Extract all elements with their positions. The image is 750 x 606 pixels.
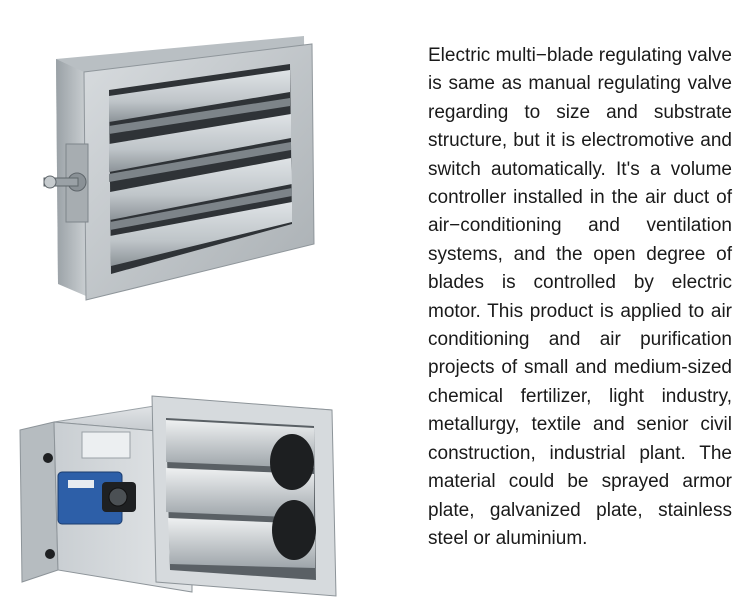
damper-front-image xyxy=(14,4,414,304)
description-line: structure, but it is electromotive and xyxy=(428,130,732,152)
description-line: Electric multi−blade regulating valve xyxy=(428,45,732,66)
damper-front-illustration xyxy=(14,4,414,304)
description-line: controller installed in the air duct of xyxy=(428,187,732,209)
description-line: is same as manual regulating valve xyxy=(428,73,732,95)
description-line: switch automatically. It's a volume xyxy=(428,158,732,180)
product-description xyxy=(428,42,732,553)
description-line: systems, and the open degree of xyxy=(428,243,732,265)
description-line: metallurgy, textile and senior civil xyxy=(428,414,732,436)
damper-actuator-image xyxy=(14,360,414,602)
description-line: construction, industrial plant. The xyxy=(428,442,732,464)
description-line: material could be sprayed armor xyxy=(428,471,732,493)
description-line: conditioning and air purification xyxy=(428,329,732,351)
description-line: air−conditioning and ventilation xyxy=(428,215,732,237)
description-line: blades is controlled by electric xyxy=(428,272,732,294)
description-line: plate, galvanized plate, stainless xyxy=(428,499,732,521)
description-line: steel or aluminium. xyxy=(428,527,588,549)
description-line: chemical fertilizer, light industry, xyxy=(428,385,732,407)
description-line: projects of small and medium-sized xyxy=(428,357,732,379)
description-line: regarding to size and substrate xyxy=(428,101,732,123)
description-line: motor. This product is applied to air xyxy=(428,300,732,322)
damper-actuator-illustration xyxy=(14,360,414,602)
